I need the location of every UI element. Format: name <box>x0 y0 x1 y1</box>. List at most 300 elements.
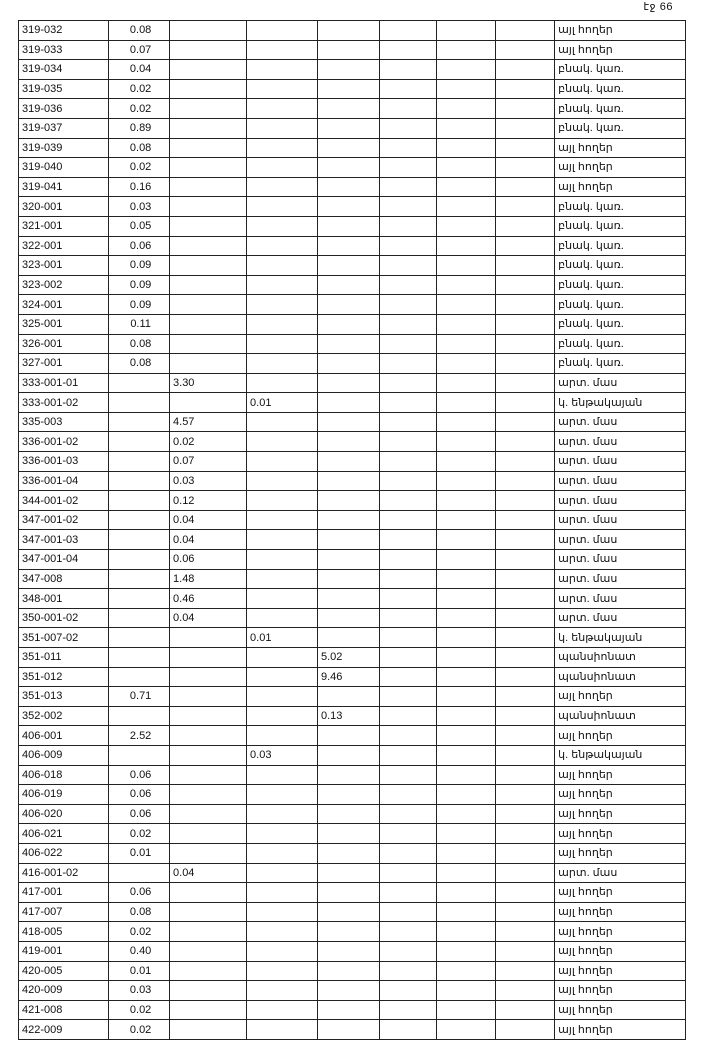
area-col-2-cell <box>170 334 247 354</box>
empty-col-7-cell <box>496 79 555 99</box>
area-col-3-cell <box>247 667 318 687</box>
parcel-table-body <box>19 21 686 1040</box>
empty-col-7-cell <box>496 236 555 256</box>
area-col-3-cell <box>247 158 318 178</box>
area-col-1-cell <box>109 569 170 589</box>
land-type-cell: արտ. մաս <box>555 432 686 452</box>
parcel-id-cell: 422-009 <box>19 1020 109 1040</box>
area-col-2-cell <box>170 785 247 805</box>
area-col-1-cell: 0.08 <box>109 21 170 41</box>
parcel-id-cell: 344-001-02 <box>19 491 109 511</box>
area-col-3-cell <box>247 608 318 628</box>
empty-col-6-cell <box>436 1000 496 1020</box>
table-row <box>19 393 686 413</box>
empty-col-6-cell <box>436 1020 496 1040</box>
empty-col-6-cell <box>436 393 496 413</box>
land-type-cell: արտ. մաս <box>555 589 686 609</box>
area-col-4-cell <box>318 471 380 491</box>
empty-col-7-cell <box>496 785 555 805</box>
area-col-2-cell: 0.04 <box>170 510 247 530</box>
area-col-1-cell: 0.07 <box>109 40 170 60</box>
area-col-2-cell <box>170 902 247 922</box>
area-col-1-cell <box>109 745 170 765</box>
land-type-cell: բնակ. կառ. <box>555 118 686 138</box>
parcel-id-cell: 406-018 <box>19 765 109 785</box>
empty-col-7-cell <box>496 275 555 295</box>
table-row <box>19 60 686 80</box>
area-col-2-cell <box>170 40 247 60</box>
area-col-4-cell <box>318 726 380 746</box>
empty-col-7-cell <box>496 589 555 609</box>
table-row <box>19 354 686 374</box>
area-col-4-cell <box>318 275 380 295</box>
table-row <box>19 99 686 119</box>
empty-col-5-cell <box>379 589 436 609</box>
area-col-2-cell: 3.30 <box>170 373 247 393</box>
table-row <box>19 471 686 491</box>
empty-col-6-cell <box>436 510 496 530</box>
parcel-id-cell: 319-032 <box>19 21 109 41</box>
empty-col-7-cell <box>496 804 555 824</box>
empty-col-5-cell <box>379 648 436 668</box>
area-col-4-cell <box>318 177 380 197</box>
parcel-id-cell: 418-005 <box>19 922 109 942</box>
empty-col-7-cell <box>496 941 555 961</box>
table-row <box>19 452 686 472</box>
empty-col-5-cell <box>379 197 436 217</box>
table-row <box>19 569 686 589</box>
table-row <box>19 530 686 550</box>
table-row <box>19 118 686 138</box>
parcel-id-cell: 333-001-02 <box>19 393 109 413</box>
area-col-3-cell <box>247 785 318 805</box>
land-type-cell: այլ հողեր <box>555 138 686 158</box>
land-type-cell: այլ հողեր <box>555 158 686 178</box>
table-row <box>19 961 686 981</box>
area-col-4-cell <box>318 256 380 276</box>
area-col-1-cell: 0.04 <box>109 60 170 80</box>
table-row <box>19 295 686 315</box>
area-col-3-cell <box>247 648 318 668</box>
area-col-1-cell: 0.08 <box>109 902 170 922</box>
empty-col-6-cell <box>436 569 496 589</box>
empty-col-5-cell <box>379 138 436 158</box>
area-col-4-cell <box>318 530 380 550</box>
land-type-cell: արտ. մաս <box>555 569 686 589</box>
empty-col-5-cell <box>379 745 436 765</box>
area-col-3-cell <box>247 550 318 570</box>
area-col-1-cell: 0.01 <box>109 843 170 863</box>
empty-col-5-cell <box>379 177 436 197</box>
empty-col-7-cell <box>496 216 555 236</box>
area-col-3-cell <box>247 902 318 922</box>
table-row <box>19 334 686 354</box>
area-col-2-cell <box>170 197 247 217</box>
table-row <box>19 79 686 99</box>
table-row <box>19 138 686 158</box>
area-col-4-cell <box>318 236 380 256</box>
area-col-3-cell <box>247 530 318 550</box>
table-row <box>19 589 686 609</box>
area-col-4-cell <box>318 354 380 374</box>
empty-col-7-cell <box>496 118 555 138</box>
area-col-3-cell <box>247 706 318 726</box>
table-row <box>19 314 686 334</box>
empty-col-6-cell <box>436 589 496 609</box>
area-col-3-cell <box>247 412 318 432</box>
land-type-cell: այլ հողեր <box>555 1000 686 1020</box>
table-row <box>19 1000 686 1020</box>
area-col-1-cell: 0.02 <box>109 824 170 844</box>
parcel-id-cell: 348-001 <box>19 589 109 609</box>
empty-col-6-cell <box>436 687 496 707</box>
parcel-id-cell: 406-001 <box>19 726 109 746</box>
land-type-cell: այլ հողեր <box>555 824 686 844</box>
empty-col-6-cell <box>436 824 496 844</box>
empty-col-5-cell <box>379 961 436 981</box>
empty-col-5-cell <box>379 569 436 589</box>
parcel-id-cell: 351-013 <box>19 687 109 707</box>
empty-col-7-cell <box>496 99 555 119</box>
table-row <box>19 275 686 295</box>
area-col-1-cell: 0.09 <box>109 256 170 276</box>
land-type-cell: բնակ. կառ. <box>555 275 686 295</box>
area-col-1-cell: 0.05 <box>109 216 170 236</box>
area-col-4-cell: 5.02 <box>318 648 380 668</box>
area-col-2-cell <box>170 177 247 197</box>
empty-col-5-cell <box>379 256 436 276</box>
empty-col-6-cell <box>436 452 496 472</box>
area-col-4-cell <box>318 452 380 472</box>
area-col-2-cell <box>170 275 247 295</box>
area-col-2-cell <box>170 79 247 99</box>
area-col-4-cell <box>318 961 380 981</box>
table-row <box>19 510 686 530</box>
land-type-cell: այլ հողեր <box>555 726 686 746</box>
area-col-1-cell: 0.02 <box>109 1020 170 1040</box>
area-col-4-cell: 9.46 <box>318 667 380 687</box>
empty-col-6-cell <box>436 118 496 138</box>
empty-col-5-cell <box>379 785 436 805</box>
empty-col-7-cell <box>496 706 555 726</box>
area-col-4-cell <box>318 510 380 530</box>
empty-col-7-cell <box>496 550 555 570</box>
empty-col-6-cell <box>436 138 496 158</box>
parcel-id-cell: 321-001 <box>19 216 109 236</box>
empty-col-7-cell <box>496 138 555 158</box>
parcel-id-cell: 323-001 <box>19 256 109 276</box>
table-row <box>19 373 686 393</box>
empty-col-5-cell <box>379 60 436 80</box>
empty-col-5-cell <box>379 883 436 903</box>
empty-col-5-cell <box>379 530 436 550</box>
table-row <box>19 922 686 942</box>
empty-col-5-cell <box>379 1000 436 1020</box>
area-col-4-cell <box>318 79 380 99</box>
empty-col-5-cell <box>379 628 436 648</box>
area-col-3-cell <box>247 452 318 472</box>
area-col-1-cell <box>109 510 170 530</box>
area-col-3-cell <box>247 79 318 99</box>
area-col-2-cell <box>170 393 247 413</box>
empty-col-6-cell <box>436 628 496 648</box>
area-col-3-cell <box>247 824 318 844</box>
parcel-id-cell: 347-001-03 <box>19 530 109 550</box>
empty-col-5-cell <box>379 373 436 393</box>
parcel-id-cell: 319-037 <box>19 118 109 138</box>
empty-col-6-cell <box>436 471 496 491</box>
area-col-4-cell <box>318 491 380 511</box>
land-type-cell: այլ հողեր <box>555 804 686 824</box>
area-col-4-cell <box>318 1020 380 1040</box>
empty-col-6-cell <box>436 726 496 746</box>
empty-col-7-cell <box>496 393 555 413</box>
empty-col-6-cell <box>436 608 496 628</box>
area-col-4-cell <box>318 687 380 707</box>
parcel-id-cell: 406-019 <box>19 785 109 805</box>
parcel-id-cell: 335-003 <box>19 412 109 432</box>
empty-col-6-cell <box>436 432 496 452</box>
empty-col-5-cell <box>379 941 436 961</box>
table-row <box>19 648 686 668</box>
land-type-cell: արտ. մաս <box>555 608 686 628</box>
table-row <box>19 726 686 746</box>
area-col-2-cell <box>170 1020 247 1040</box>
empty-col-5-cell <box>379 510 436 530</box>
land-type-cell: բնակ. կառ. <box>555 314 686 334</box>
empty-col-6-cell <box>436 21 496 41</box>
empty-col-5-cell <box>379 824 436 844</box>
empty-col-6-cell <box>436 785 496 805</box>
empty-col-5-cell <box>379 765 436 785</box>
area-col-2-cell <box>170 824 247 844</box>
area-col-3-cell <box>247 216 318 236</box>
empty-col-6-cell <box>436 883 496 903</box>
area-col-2-cell <box>170 961 247 981</box>
table-row <box>19 785 686 805</box>
area-col-1-cell <box>109 648 170 668</box>
area-col-4-cell <box>318 824 380 844</box>
table-row <box>19 608 686 628</box>
table-row <box>19 667 686 687</box>
area-col-1-cell <box>109 373 170 393</box>
area-col-1-cell: 0.06 <box>109 785 170 805</box>
area-col-2-cell <box>170 628 247 648</box>
table-row <box>19 765 686 785</box>
area-col-3-cell <box>247 589 318 609</box>
empty-col-6-cell <box>436 745 496 765</box>
empty-col-6-cell <box>436 491 496 511</box>
parcel-id-cell: 347-001-02 <box>19 510 109 530</box>
area-col-1-cell <box>109 471 170 491</box>
area-col-1-cell <box>109 550 170 570</box>
table-row <box>19 883 686 903</box>
area-col-1-cell: 0.06 <box>109 883 170 903</box>
empty-col-7-cell <box>496 432 555 452</box>
area-col-1-cell <box>109 628 170 648</box>
empty-col-6-cell <box>436 354 496 374</box>
area-col-2-cell <box>170 687 247 707</box>
empty-col-6-cell <box>436 40 496 60</box>
empty-col-7-cell <box>496 40 555 60</box>
area-col-3-cell <box>247 981 318 1001</box>
area-col-1-cell <box>109 589 170 609</box>
land-type-cell: բնակ. կառ. <box>555 216 686 236</box>
area-col-4-cell <box>318 118 380 138</box>
area-col-4-cell <box>318 843 380 863</box>
parcel-id-cell: 319-036 <box>19 99 109 119</box>
parcel-id-cell: 417-001 <box>19 883 109 903</box>
land-type-cell: արտ. մաս <box>555 373 686 393</box>
area-col-4-cell <box>318 432 380 452</box>
area-col-2-cell: 0.46 <box>170 589 247 609</box>
area-col-1-cell <box>109 667 170 687</box>
parcel-id-cell: 326-001 <box>19 334 109 354</box>
land-type-cell: այլ հողեր <box>555 902 686 922</box>
parcel-id-cell: 319-039 <box>19 138 109 158</box>
area-col-2-cell <box>170 295 247 315</box>
land-type-cell: այլ հողեր <box>555 961 686 981</box>
area-col-3-cell <box>247 491 318 511</box>
area-col-1-cell: 0.02 <box>109 922 170 942</box>
table-row <box>19 981 686 1001</box>
area-col-3-cell <box>247 334 318 354</box>
area-col-3-cell <box>247 843 318 863</box>
area-col-1-cell <box>109 432 170 452</box>
empty-col-5-cell <box>379 550 436 570</box>
area-col-3-cell <box>247 354 318 374</box>
table-row <box>19 824 686 844</box>
land-type-cell: այլ հողեր <box>555 981 686 1001</box>
empty-col-6-cell <box>436 256 496 276</box>
area-col-3-cell <box>247 99 318 119</box>
area-col-3-cell <box>247 1000 318 1020</box>
land-type-cell: այլ հողեր <box>555 21 686 41</box>
table-row <box>19 236 686 256</box>
area-col-1-cell: 0.03 <box>109 197 170 217</box>
land-type-cell: այլ հողեր <box>555 785 686 805</box>
empty-col-7-cell <box>496 177 555 197</box>
area-col-1-cell <box>109 412 170 432</box>
empty-col-6-cell <box>436 550 496 570</box>
empty-col-5-cell <box>379 334 436 354</box>
empty-col-7-cell <box>496 667 555 687</box>
area-col-3-cell <box>247 197 318 217</box>
area-col-3-cell <box>247 138 318 158</box>
area-col-4-cell <box>318 334 380 354</box>
area-col-3-cell <box>247 569 318 589</box>
land-type-cell: բնակ. կառ. <box>555 60 686 80</box>
area-col-1-cell <box>109 452 170 472</box>
area-col-3-cell <box>247 177 318 197</box>
area-col-4-cell <box>318 941 380 961</box>
area-col-4-cell <box>318 765 380 785</box>
empty-col-6-cell <box>436 275 496 295</box>
parcel-table <box>18 20 686 1040</box>
land-type-cell: արտ. մաս <box>555 530 686 550</box>
area-col-2-cell: 0.07 <box>170 452 247 472</box>
area-col-2-cell <box>170 21 247 41</box>
empty-col-7-cell <box>496 883 555 903</box>
parcel-id-cell: 327-001 <box>19 354 109 374</box>
area-col-3-cell <box>247 1020 318 1040</box>
empty-col-5-cell <box>379 21 436 41</box>
parcel-id-cell: 406-009 <box>19 745 109 765</box>
area-col-1-cell: 0.02 <box>109 79 170 99</box>
area-col-3-cell <box>247 471 318 491</box>
area-col-1-cell: 0.08 <box>109 354 170 374</box>
table-row <box>19 412 686 432</box>
area-col-1-cell <box>109 491 170 511</box>
empty-col-5-cell <box>379 981 436 1001</box>
area-col-1-cell: 0.08 <box>109 138 170 158</box>
area-col-1-cell: 0.02 <box>109 158 170 178</box>
empty-col-6-cell <box>436 765 496 785</box>
empty-col-5-cell <box>379 1020 436 1040</box>
empty-col-7-cell <box>496 60 555 80</box>
area-col-3-cell: 0.01 <box>247 628 318 648</box>
area-col-1-cell: 0.02 <box>109 1000 170 1020</box>
area-col-2-cell: 4.57 <box>170 412 247 432</box>
area-col-2-cell <box>170 706 247 726</box>
area-col-1-cell <box>109 393 170 413</box>
parcel-id-cell: 416-001-02 <box>19 863 109 883</box>
parcel-id-cell: 347-001-04 <box>19 550 109 570</box>
area-col-1-cell: 0.11 <box>109 314 170 334</box>
area-col-2-cell <box>170 216 247 236</box>
table-row <box>19 491 686 511</box>
table-row <box>19 432 686 452</box>
area-col-3-cell: 0.01 <box>247 393 318 413</box>
table-row <box>19 804 686 824</box>
parcel-id-cell: 319-041 <box>19 177 109 197</box>
table-row <box>19 550 686 570</box>
area-col-3-cell: 0.03 <box>247 745 318 765</box>
table-row <box>19 21 686 41</box>
area-col-2-cell <box>170 256 247 276</box>
empty-col-6-cell <box>436 863 496 883</box>
area-col-4-cell <box>318 373 380 393</box>
empty-col-7-cell <box>496 21 555 41</box>
empty-col-6-cell <box>436 216 496 236</box>
parcel-id-cell: 350-001-02 <box>19 608 109 628</box>
area-col-3-cell <box>247 314 318 334</box>
empty-col-6-cell <box>436 804 496 824</box>
empty-col-5-cell <box>379 687 436 707</box>
empty-col-5-cell <box>379 354 436 374</box>
parcel-id-cell: 322-001 <box>19 236 109 256</box>
parcel-id-cell: 336-001-04 <box>19 471 109 491</box>
land-type-cell: կ. ենթակայան <box>555 628 686 648</box>
land-type-cell: արտ. մաս <box>555 491 686 511</box>
land-type-cell: կ. ենթակայան <box>555 745 686 765</box>
area-col-1-cell: 0.09 <box>109 295 170 315</box>
land-type-cell: այլ հողեր <box>555 843 686 863</box>
parcel-id-cell: 420-005 <box>19 961 109 981</box>
empty-col-7-cell <box>496 354 555 374</box>
table-row <box>19 687 686 707</box>
parcel-id-cell: 320-001 <box>19 197 109 217</box>
area-col-2-cell <box>170 981 247 1001</box>
empty-col-6-cell <box>436 314 496 334</box>
empty-col-5-cell <box>379 118 436 138</box>
area-col-1-cell <box>109 608 170 628</box>
land-type-cell: բնակ. կառ. <box>555 236 686 256</box>
empty-col-6-cell <box>436 530 496 550</box>
area-col-2-cell <box>170 843 247 863</box>
empty-col-5-cell <box>379 608 436 628</box>
table-row <box>19 1020 686 1040</box>
